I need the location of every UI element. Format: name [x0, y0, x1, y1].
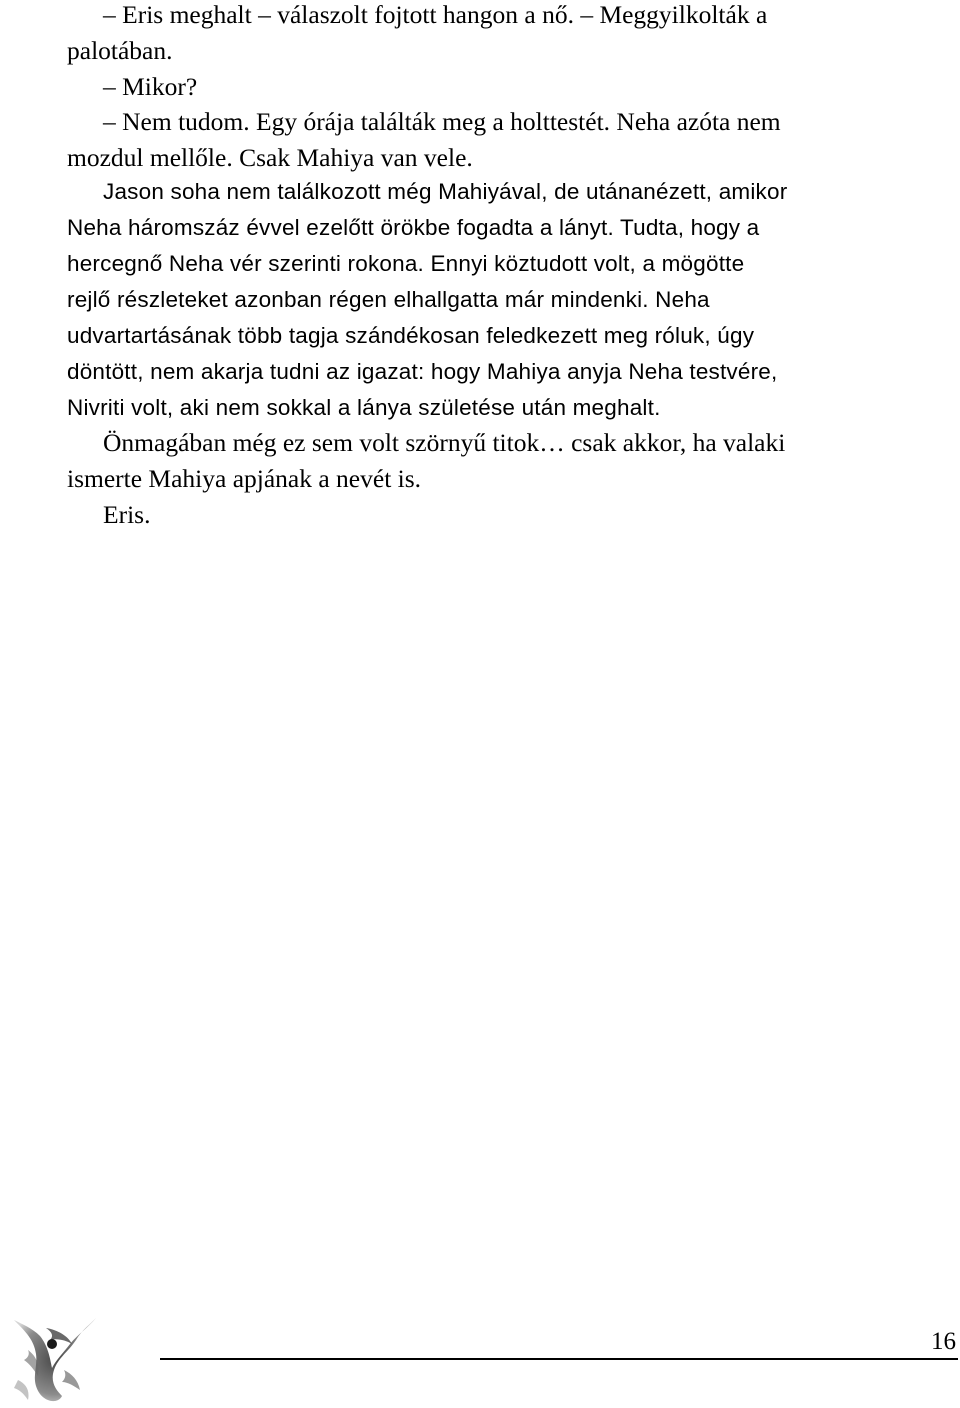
smoke-figure-icon: [6, 1310, 102, 1406]
paragraph-4-line-6: döntött, nem akarja tudni az igazat: hogy Mahiya anyja Neha testvére,: [67, 359, 778, 384]
footer-rule: [160, 1358, 958, 1360]
paragraph-4-line-7: Nivriti volt, aki nem sokkal a lánya születése után meghalt.: [67, 395, 661, 420]
paragraph-5-line-1: Önmagában még ez sem volt szörnyű titok… csak akkor, ha valaki: [103, 428, 786, 457]
paragraph-4-line-1: Jason soha nem találkozott még Mahiyával, de utánanézett, amikor: [103, 179, 788, 204]
paragraph-5-line-2: ismerte Mahiya apjának a nevét is.: [67, 464, 422, 493]
paragraph-4-line-5: udvartartásának több tagja szándékosan feledkezett meg róluk, úgy: [67, 323, 755, 348]
paragraph-4-line-2: Neha háromszáz évvel ezelőtt örökbe fogadta a lányt. Tudta, hogy a: [67, 215, 760, 240]
paragraph-2-line-1: – Mikor?: [103, 72, 198, 101]
paragraph-1-line-2: palotában.: [67, 36, 173, 65]
paragraph-4-line-3: hercegnő Neha vér szerinti rokona. Ennyi köztudott volt, a mögötte: [67, 251, 745, 276]
paragraph-3-line-1: – Nem tudom. Egy órája találták meg a holttestét. Neha azóta nem: [103, 107, 781, 136]
paragraph-4-line-4: rejlő részleteket azonban régen elhallgatta már mindenki. Neha: [67, 287, 710, 312]
paragraph-6-line-1: Eris.: [103, 500, 151, 529]
paragraph-3-line-2: mozdul mellőle. Csak Mahiya van vele.: [67, 143, 473, 172]
paragraph-1-line-1: – Eris meghalt – válaszolt fojtott hangon a nő. – Meggyilkolták a: [103, 0, 768, 29]
page-number: 16: [931, 1328, 956, 1355]
